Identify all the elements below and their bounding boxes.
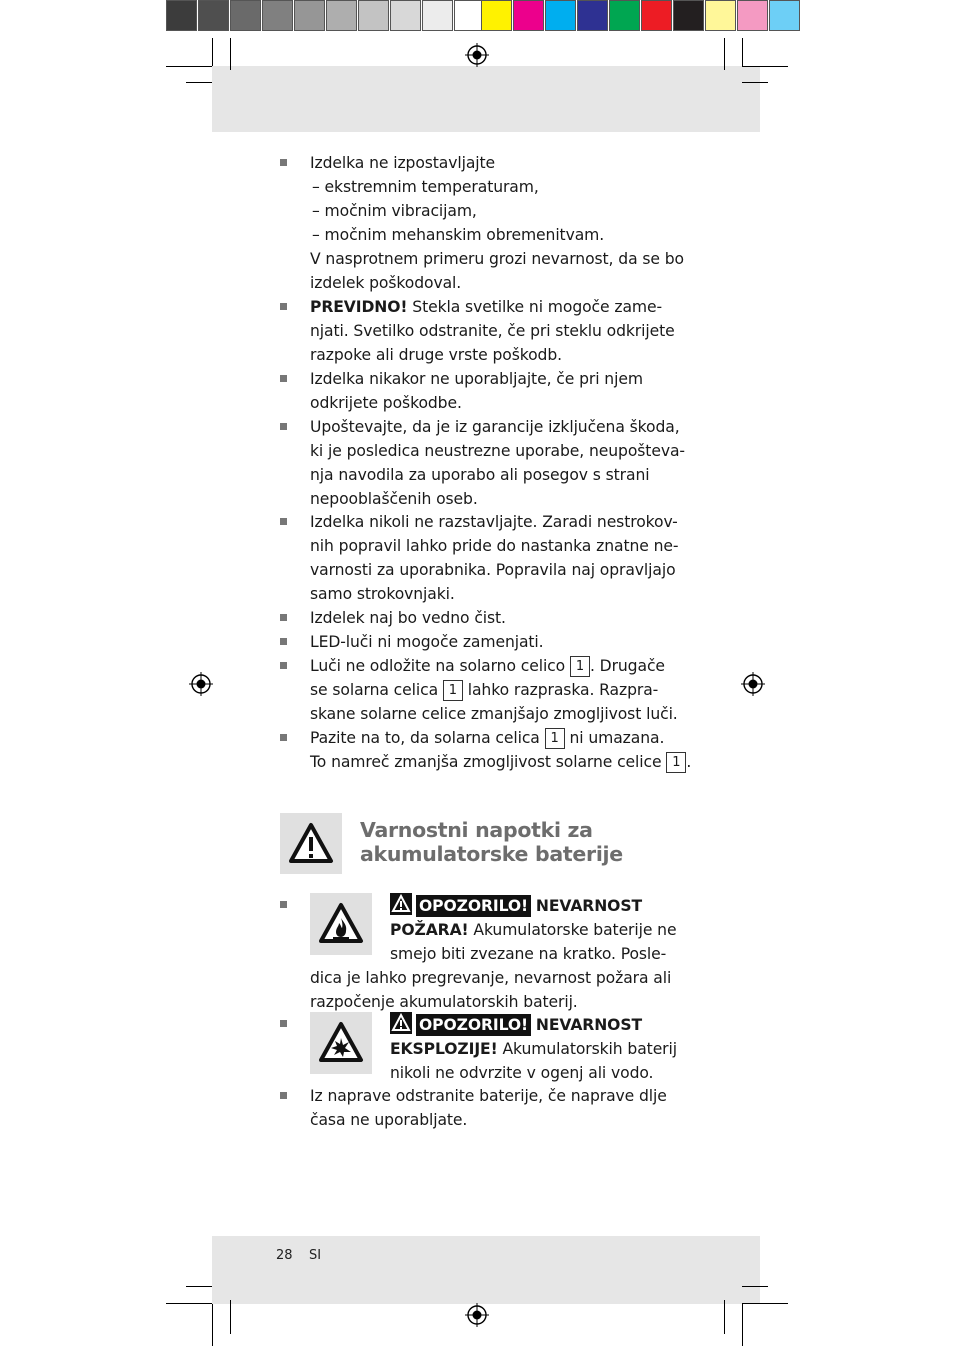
registration-mark-icon [188,671,214,697]
item-text: Izdelka nikoli ne razstavljajte. Zaradi nestrokov- [310,513,678,531]
caution-label: PREVIDNO! [310,298,408,316]
warning-icon-box [280,813,342,874]
color-swatch [513,0,544,31]
item-text: Akumulatorskih baterij [497,1040,677,1058]
item-text: Luči ne odložite na solarno celico [310,657,570,675]
color-bar [481,0,801,32]
bullet [280,662,287,669]
small-warning-icon [390,1012,412,1034]
item-text: lahko razpraska. Razpra- [462,681,659,699]
crop-mark [212,1304,213,1346]
hazard-title: NEVARNOST [535,1016,642,1034]
crop-mark [742,1303,788,1304]
crop-mark [724,1300,725,1334]
item-text: izdelek poškodoval. [310,274,462,292]
item-text: smejo biti zvezane na kratko. Posle- [390,945,667,963]
item-text: varnosti za uporabnika. Popravila naj opravljajo [310,561,676,579]
color-swatch [769,0,800,31]
section-title [360,818,623,866]
part-reference: 1 [443,680,463,701]
hazard-title: EKSPLOZIJE! [390,1040,498,1058]
color-swatch [609,0,640,31]
item-text: Stekla svetilke ni mogoče zame- [407,298,663,316]
bullet [280,901,287,908]
color-swatch [294,0,325,31]
item-text: ni umazana. [564,729,665,747]
list-item [310,510,682,606]
bullet [280,423,287,430]
warning-label: OPOZORILO! [416,1014,531,1036]
item-text: dica je lahko pregrevanje, nevarnost požara ali [310,969,672,987]
item-text: Izdelka ne izpostavljajte [310,154,496,172]
part-reference: 1 [545,728,565,749]
color-swatch [326,0,357,31]
color-swatch [358,0,389,31]
item-text: V nasprotnem primeru grozi nevarnost, da se bo [310,250,684,268]
crop-mark [742,1304,743,1346]
crop-mark [742,82,768,83]
warning-label: OPOZORILO! [416,895,531,917]
crop-mark [742,38,743,66]
item-text: To namreč zmanjša zmogljivost solarne celice [310,753,667,771]
item-text: časa ne uporabljate. [310,1111,468,1129]
item-text: Upoštevajte, da je iz garancije izključena škoda, [310,418,680,436]
color-swatch [262,0,293,31]
item-text: samo strokovnjaki. [310,585,455,603]
item-text: njati. Svetilko odstranite, če pri steklu odkrijete [310,322,675,340]
item-text: LED-luči ni mogoče zamenjati. [310,633,544,651]
crop-mark [230,38,231,70]
color-swatch [422,0,453,31]
small-warning-icon [390,893,412,915]
bullet [280,734,287,741]
item-text: . Drugače [589,657,665,675]
list-item [310,726,692,774]
crop-mark [212,38,213,66]
item-text: nepooblaščenih oseb. [310,490,478,508]
header-band [212,66,760,132]
hazard-title: POŽARA! [390,921,469,939]
warning-item-fire [310,893,682,1014]
color-swatch [166,0,197,31]
bullet [280,303,287,310]
crop-mark [166,66,212,67]
item-text: Izdelka nikakor ne uporabljajte, če pri njem [310,370,643,388]
bullet [280,518,287,525]
item-text: razpoke ali druge vrste poškodb. [310,346,562,364]
crop-mark [186,1286,212,1287]
item-text: Iz naprave odstranite baterije, če naprave dlje [310,1087,667,1105]
color-swatch [230,0,261,31]
bullet [280,1020,287,1027]
bullet [280,159,287,166]
registration-mark-icon [464,1302,490,1328]
item-text: nja navodila za uporabo ali posegov s strani [310,466,650,484]
crop-mark [166,1303,212,1304]
item-text: – močnim mehanskim obremenitvam. [312,226,605,244]
item-text: razpočenje akumulatorskih baterij. [310,993,578,1011]
item-text: odkrijete poškodbe. [310,394,462,412]
item-text: – ekstremnim temperaturam, [312,178,539,196]
item-text: skane solarne celice zmanjšajo zmogljivost luči. [310,705,678,723]
bullet [280,1092,287,1099]
color-swatch [737,0,768,31]
hazard-title: NEVARNOST [535,897,642,915]
crop-mark [186,82,212,83]
item-text: Pazite na to, da solarna celica [310,729,545,747]
color-swatch [705,0,736,31]
color-swatch [390,0,421,31]
section-title-line: akumulatorske baterije [360,842,623,866]
part-reference: 1 [666,752,686,773]
list-item [310,151,682,295]
grey-color-bar [166,0,486,32]
language-code: SI [309,1248,322,1263]
list-item [310,295,682,367]
color-swatch [545,0,576,31]
part-reference: 1 [570,656,590,677]
registration-mark-icon [740,671,766,697]
bullet [280,614,287,621]
section-title-line: Varnostni napotki za [360,818,593,842]
warning-triangle-icon [280,813,342,874]
list-item [310,654,682,726]
item-text: nih popravil lahko pride do nastanka znatne ne- [310,537,679,555]
bullet [280,638,287,645]
list-item [310,367,682,415]
item-text: nikoli ne odvrzite v ogenj ali vodo. [390,1064,654,1082]
item-text: se solarna celica [310,681,443,699]
crop-mark [230,1300,231,1334]
color-swatch [673,0,704,31]
crop-mark [742,1286,768,1287]
page-number: 28 [276,1248,293,1263]
bullet [280,375,287,382]
warning-item-explosion [310,1012,682,1085]
list-item [310,1084,682,1132]
footer-band [212,1236,760,1304]
crop-mark [724,38,725,70]
list-item [310,415,685,511]
item-text: . [686,753,692,771]
color-swatch [577,0,608,31]
registration-mark-icon [464,42,490,68]
item-text: Akumulatorske baterije ne [468,921,677,939]
color-swatch [641,0,672,31]
list-item [310,606,682,630]
item-text: – močnim vibracijam, [312,202,477,220]
crop-mark [742,66,788,67]
color-swatch [481,0,512,31]
color-swatch [198,0,229,31]
list-item [310,630,682,654]
item-text: ki je posledica neustrezne uporabe, neupošteva- [310,442,685,460]
item-text: Izdelek naj bo vedno čist. [310,609,506,627]
